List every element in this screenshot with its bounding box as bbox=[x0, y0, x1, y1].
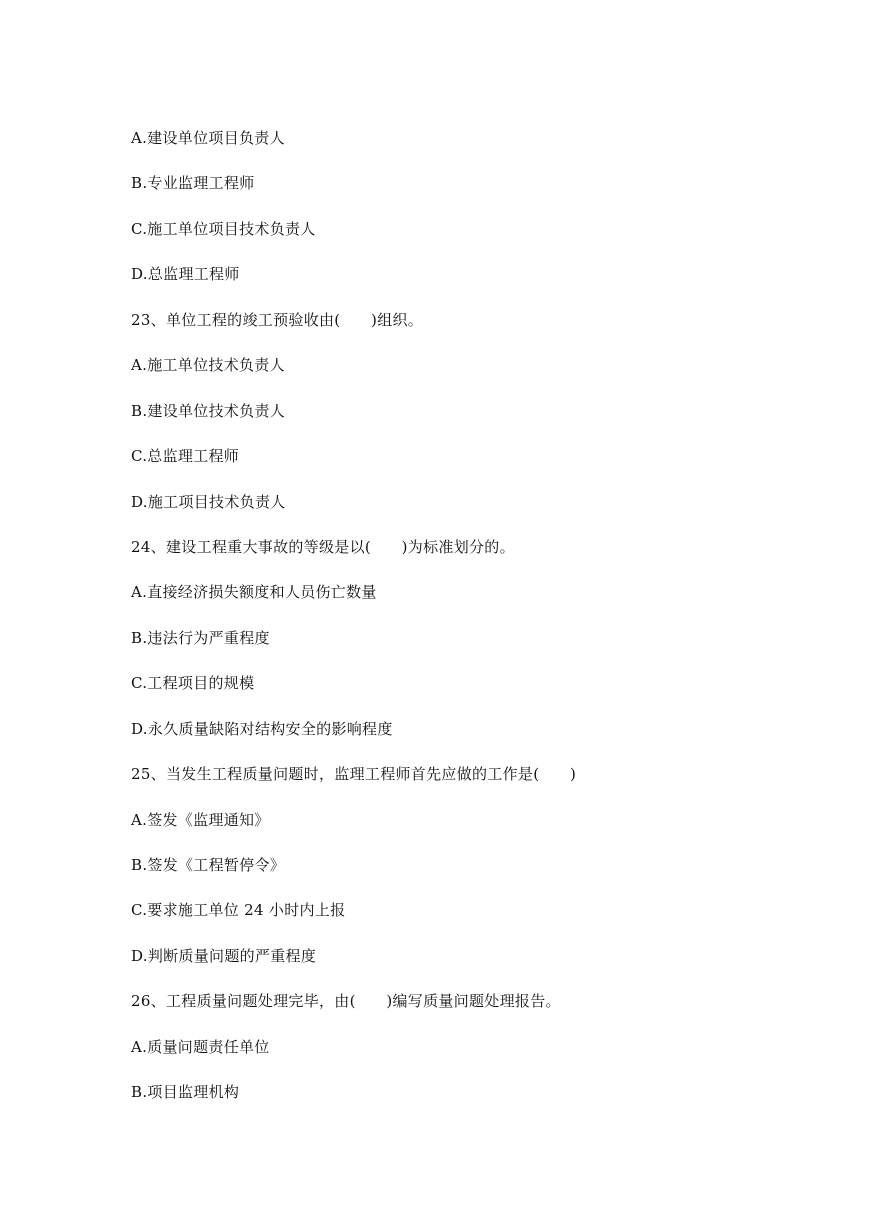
option-a-q24: A.直接经济损失额度和人员伤亡数量 bbox=[131, 583, 377, 602]
option-a-q26: A.质量问题责任单位 bbox=[131, 1037, 270, 1056]
option-b-q24: B.违法行为严重程度 bbox=[131, 628, 270, 647]
option-c-q24: C.工程项目的规模 bbox=[131, 674, 255, 693]
option-d-q22: D.总监理工程师 bbox=[131, 265, 240, 284]
option-a-q23: A.施工单位技术负责人 bbox=[131, 356, 285, 375]
option-d-q23: D.施工项目技术负责人 bbox=[131, 492, 286, 511]
option-c-q22: C.施工单位项目技术负责人 bbox=[131, 219, 316, 238]
option-b-q23: B.建设单位技术负责人 bbox=[131, 401, 286, 420]
option-c-q25: C.要求施工单位 24 小时内上报 bbox=[131, 901, 346, 920]
option-b-q26: B.项目监理机构 bbox=[131, 1083, 240, 1102]
option-a-q25: A.签发《监理通知》 bbox=[131, 810, 270, 829]
option-d-q25: D.判断质量问题的严重程度 bbox=[131, 946, 317, 965]
document-body bbox=[131, 127, 831, 1127]
question-23: 23、单位工程的竣工预验收由( )组织。 bbox=[131, 310, 424, 329]
option-c-q23: C.总监理工程师 bbox=[131, 447, 240, 466]
option-b-q25: B.签发《工程暂停令》 bbox=[131, 856, 286, 874]
question-26: 26、工程质量问题处理完毕，由( )编写质量问题处理报告。 bbox=[131, 992, 561, 1011]
option-d-q24: D.永久质量缺陷对结构安全的影响程度 bbox=[131, 719, 393, 738]
question-24: 24、建设工程重大事故的等级是以( )为标准划分的。 bbox=[131, 537, 515, 556]
option-a-q22: A.建设单位项目负责人 bbox=[131, 129, 285, 147]
question-25: 25、当发生工程质量问题时，监理工程师首先应做的工作是( ) bbox=[131, 765, 577, 784]
option-b-q22: B.专业监理工程师 bbox=[131, 174, 255, 193]
